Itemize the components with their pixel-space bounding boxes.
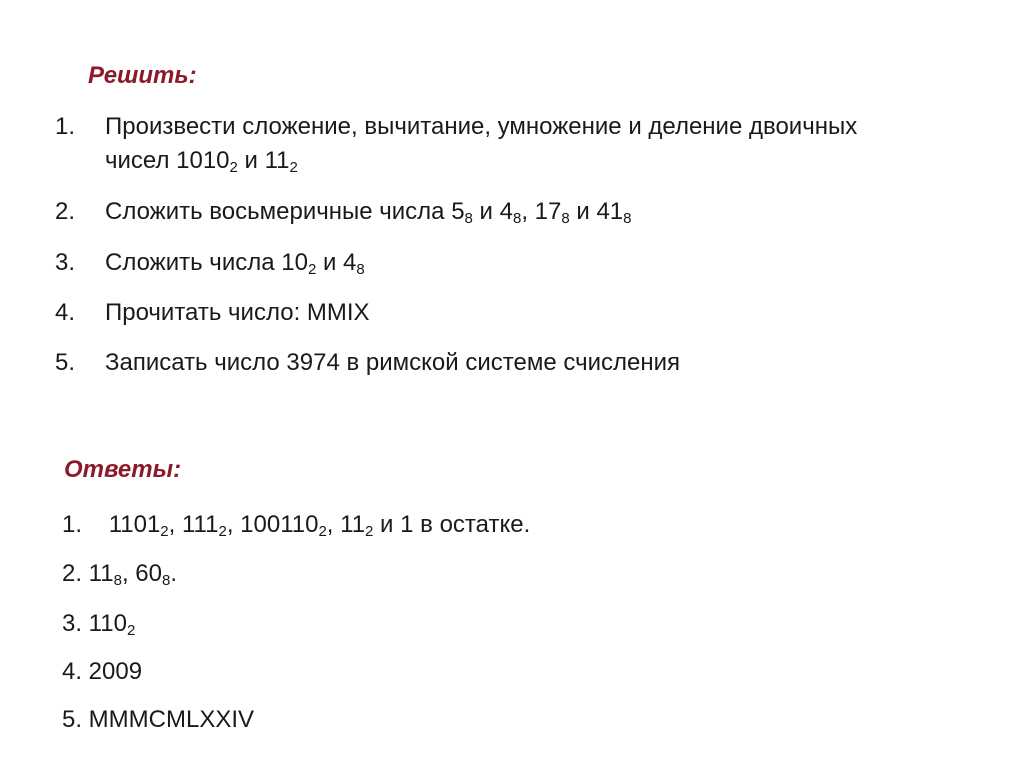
- task-item-5: [55, 346, 925, 380]
- solve-heading: Решить:: [88, 62, 197, 89]
- answer-item-1: 1. $1101_2$, $111_2$, $100110_2$, $11_2$ и 1 в остатке.: [62, 511, 531, 540]
- task-item-1: [55, 110, 925, 178]
- task-number: 2.: [55, 198, 76, 225]
- task-item-4: [55, 296, 925, 330]
- task-text: Сложить восьмеричные числа $5_8$ и $4_8$, $17_8$ и $41_8$: [105, 198, 632, 227]
- task-text: Сложить числа $10_2$ и $4_8$: [105, 249, 365, 278]
- task-item-3: [55, 246, 925, 280]
- task-number: 5.: [55, 349, 76, 376]
- answer-item-3: 3. $110_2$: [62, 610, 136, 639]
- answer-item-2: 2. $11_8$, $60_8$.: [62, 560, 177, 589]
- task-text: Прочитать число: MMIX: [105, 299, 370, 326]
- answers-heading: Ответы:: [64, 456, 182, 483]
- task-number: 4.: [55, 299, 76, 326]
- task-number: 1.: [55, 113, 76, 140]
- task-number: 3.: [55, 249, 76, 276]
- task-item-2: [55, 195, 925, 229]
- answer-item-4: 4. 2009: [62, 658, 143, 685]
- answer-item-5: 5. MMMCMLXXIV: [62, 706, 255, 733]
- task-text: Произвести сложение, вычитание, умножение и деление двоичных чисел $1010_2$ и $11_2$: [105, 113, 858, 176]
- task-text: Записать число 3974 в римской системе счисления: [105, 349, 680, 376]
